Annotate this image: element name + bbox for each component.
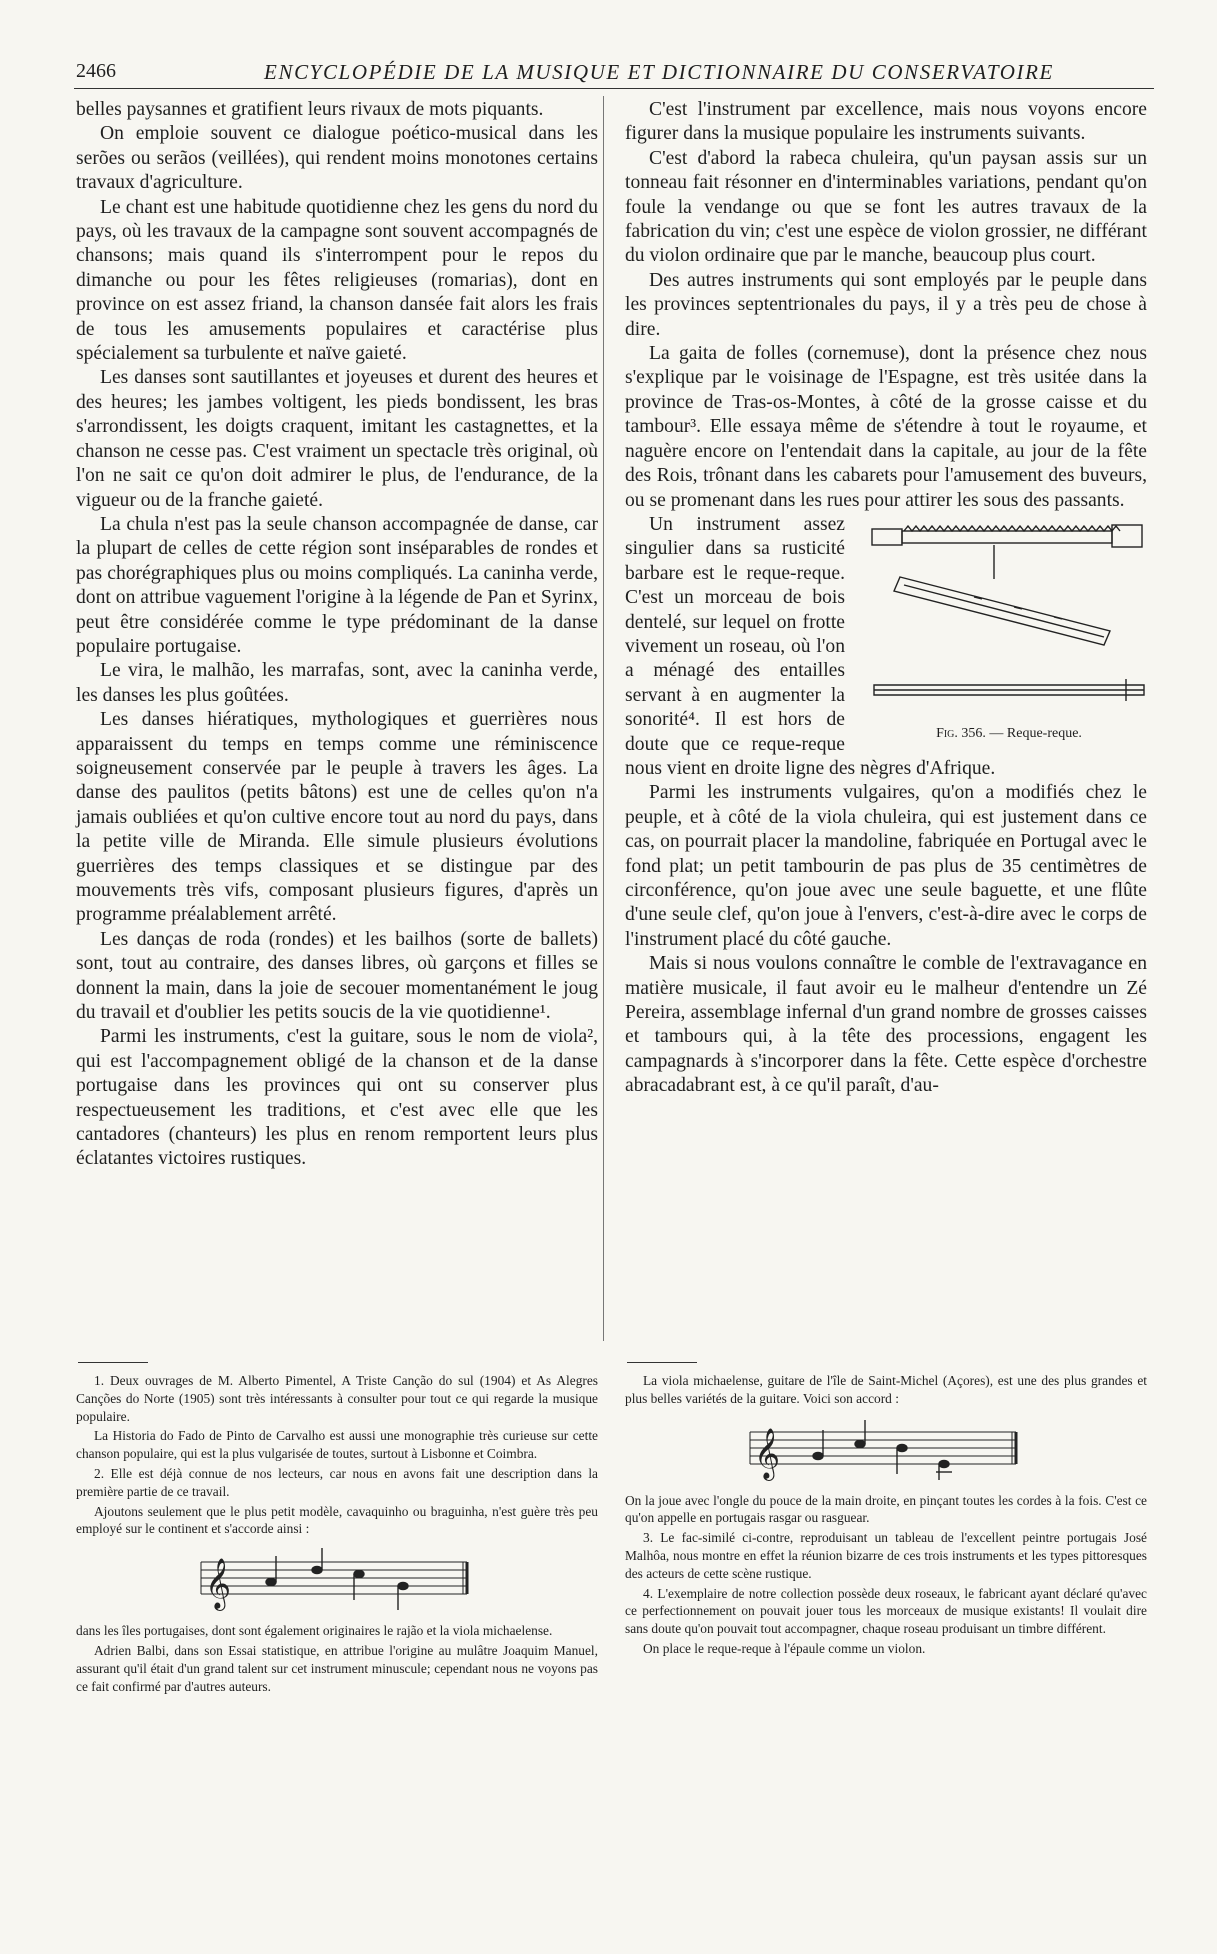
paragraph: Le vira, le malhão, les marrafas, sont, avec la caninha verde, les danses les plus goûtées.: [76, 660, 598, 706]
footnote: La viola michaelense, guitare de l'île de Saint-Michel (Açores), est une des plus grandes et plus belles variétés de la guitare. Voici son accord :: [625, 1373, 1147, 1406]
page-header: [74, 58, 1154, 89]
paragraph: La chula n'est pas la seule chanson accompagnée de danse, car la plupart de celles de cette région sont inséparables de rondes et pas chorégraphiques plus ou moins compliqués. La caninha verde, dont on attribue vaguement l'origine à la légende de Pan et Syrinx, peut être considérée comme le type prédominant de la danse populaire portugaise.: [76, 513, 598, 657]
footnote: La Historia do Fado de Pinto de Carvalho est aussi une monographie très curieuse sur cette chanson populaire, qui est la plus vulgarisée de toutes, surtout à Lisbonne et Coimbra.: [76, 1428, 598, 1462]
music-staff-viola-michaelense: [746, 1418, 1026, 1482]
footnote: 4. L'exemplaire de notre collection possède deux roseaux, le fabricant ayant déclaré qu'avec ce perfectionnement on pouvait jouer tous les morceaux de musique existants! Il voulait dire sans doute qu'on pouvait tout accompagner, chaque roseau produisant un timbre différent.: [625, 1585, 1147, 1637]
column-divider: [603, 96, 604, 1341]
paragraph: Les danças de roda (rondes) et les bailhos (sorte de ballets) sont, tout au contraire, des danses libres, où garçons et filles se donnent la main, dans la joie de secouer momentanément le joug du travail et d'oublier les petits soucis de la vie quotidienne¹.: [76, 928, 598, 1024]
figure-reque-reque: [859, 519, 1159, 742]
paragraph: Le chant est une habitude quotidienne chez les gens du nord du pays, où les travaux de la campagne sont souvent accompagnés de chansons; mais quand ils s'interrompent pour le repos du dimanche ou pour les fêtes religieuses (romarias), dont en province on est assez friand, la chanson dansée fait alors les frais de tous les amusements populaires et caractérise plus spécialement sa turbulente et naïve gaieté.: [76, 196, 598, 365]
paragraph: On emploie souvent ce dialogue poético-musical dans les serões ou serãos (veillées), qui rendent moins monotones certains travaux d'agriculture.: [76, 123, 598, 194]
figure-caption: [859, 726, 1159, 742]
svg-text:𝄞: 𝄞: [205, 1558, 232, 1610]
paragraph: C'est l'instrument par excellence, mais nous voyons encore figurer dans la musique populaire les instruments suivants.: [625, 99, 1147, 145]
footnote-rule: [78, 1362, 148, 1363]
paragraph: Mais si nous voulons connaître le comble de l'extravagance en matière musicale, il faut avoir eu le malheur d'entendre un Zé Pereira, assemblage infernal d'un grand nombre de grosses caisses et tambours qui, à la tête des processions, engagent les campagnards à s'incorporer dans la fête. Cette espèce d'orchestre abracadabrant est, à ce qu'il paraît, d'au-: [625, 953, 1147, 1097]
paragraph: Les danses hiératiques, mythologiques et guerrières nous apparaissent du temps en temps comme une réminiscence soigneusement conservée par le peuple à travers les âges. La danse des paulitos (petits bâtons) est une de celles qu'on n'a jamais oubliées et qu'on cultive encore tout au nord du pays, dans la petite ville de Miranda. Elle simule plusieurs évolutions guerrières des temps classiques et se distingue par des mouvements très vifs, composant plusieurs figures, d'après un programme préalablement arrêté.: [76, 709, 598, 926]
running-title: ENCYCLOPÉDIE DE LA MUSIQUE ET DICTIONNAIRE DU CONSERVATOIRE: [264, 60, 1054, 84]
music-staff-cavaquinho: [197, 1548, 477, 1612]
footnote: 3. Le fac-similé ci-contre, reproduisant un tableau de l'excellent peintre portugais José Malhôa, nous montre en effet la réunion bizarre de ces trois instruments et les types pittoresques des acteurs de cette scène rustique.: [625, 1530, 1147, 1581]
footnote: Ajoutons seulement que le plus petit modèle, cavaquinho ou braguinha, n'est guère très peu employé sur le continent et s'accorde ainsi :: [76, 1503, 598, 1537]
figure-caption-text: — Reque-reque.: [989, 725, 1082, 741]
footnote: On la joue avec l'ongle du pouce de la main droite, en pinçant toutes les cordes à la fois. C'est ce qu'on appelle en portugais rasgar ou rasguear.: [625, 1492, 1147, 1526]
footnote: 2. Elle est déjà connue de nos lecteurs, car nous en avons fait une description dans la première partie de ce travail.: [76, 1465, 598, 1499]
footnote-rule: [627, 1362, 697, 1363]
figure-label: Fig. 356.: [936, 725, 986, 741]
paragraph: belles paysannes et gratifient leurs rivaux de mots piquants.: [76, 99, 544, 120]
paragraph: La gaita de folles (cornemuse), dont la présence chez nous s'explique par le voisinage de l'Espagne, est très usitée dans la province de Tras-os-Montes, à côté de la grosse caisse et du tambour³. Elle essaya même de s'étendre à tout le royaume, et naguère encore on l'entendait dans la capitale, au jour de la fête des Rois, trônant dans les cabarets pour l'amusement des buveurs, ou se promenant dans les rues pour attirer les sous des passants.: [625, 343, 1147, 511]
reque-reque-illustration: [864, 519, 1154, 719]
paragraph: Parmi les instruments vulgaires, qu'on a modifiés chez le peuple, et à côté de la viola chuleira, qui est justement dans ce cas, on pourrait placer la mandoline, fabriquée en Portugal avec le fond plat; un petit tambourin de pas plus de 35 centimètres de circonférence, qu'on joue avec une seule baguette, et une flûte d'une seule clef, qu'on joue à l'envers, c'est-à-dire avec le corps de l'instrument placé du côté gauche.: [625, 782, 1147, 950]
footnote: dans les îles portugaises, dont sont également originaires le rajão et la viola michaelense.: [76, 1623, 553, 1639]
paragraph: Parmi les instruments, c'est la guitare, sous le nom de viola², qui est l'accompagnement obligé de la chanson et de la danse portugaise dans les provinces qui ont su conserver plus respectueusement les traditions, et c'est avec elle que les cantadores (chanteurs) les plus en renom remportent leurs plus éclatantes victoires rustiques.: [76, 1026, 598, 1170]
paragraph: Des autres instruments qui sont employés par le peuple dans les provinces septentrionales du pays, il y a très peu de chose à dire.: [625, 269, 1147, 340]
left-column: [76, 98, 598, 1172]
footnote: 1. Deux ouvrages de M. Alberto Pimentel, A Triste Canção do sul (1904) et As Alegres Canções do Norte (1905) sont très intéressants à consulter pour tout ce qui regarde la musique populaire.: [76, 1373, 598, 1424]
footnote: On place le reque-reque à l'épaule comme un violon.: [643, 1640, 926, 1656]
footnote: Adrien Balbi, dans son Essai statistique, en attribue l'origine au mulâtre Joaquim Manuel, assurant qu'il était d'un grand talent sur cet instrument minuscule; cependant nous ne voyons pas ce fait confirmé par d'autres auteurs.: [76, 1642, 598, 1694]
left-footnotes: [76, 1372, 598, 1697]
page-number: 2466: [76, 60, 116, 82]
paragraph: C'est d'abord la rabeca chuleira, qu'un paysan assis sur un tonneau fait résonner en d'interminables variations, pendant qu'on foule la vendange ou que se font les autres travaux de la fabrication du vin; c'est une espèce de violon grossier, ne différant du violon ordinaire que par le manche, beaucoup plus court.: [625, 147, 1147, 267]
right-column: [625, 98, 1147, 1099]
right-footnotes: [625, 1372, 1147, 1660]
paragraph: Les danses sont sautillantes et joyeuses et durent des heures et des heures; les jambes voltigent, les pieds bondissent, les bras s'arrondissent, les doigts craquent, imitant les castagnettes, et la chanson ne cesse pas. C'est vraiment un spectacle très original, où l'on ne sait ce qu'on doit admirer le plus, de l'endurance, de la vigueur ou de la franche gaieté.: [76, 367, 598, 511]
svg-text:𝄞: 𝄞: [754, 1427, 781, 1479]
paragraph: Un instrument assez singulier dans sa rusticité barbare est le reque-reque. C'est un morceau de bois dentelé, sur lequel on frotte vivement un roseau, où l'on a ménagé des entailles servant à en augmenter la sonorité⁴. Il est hors de doute que ce reque-reque nous vient en droite ligne des nègres d'Afrique.: [625, 513, 996, 779]
